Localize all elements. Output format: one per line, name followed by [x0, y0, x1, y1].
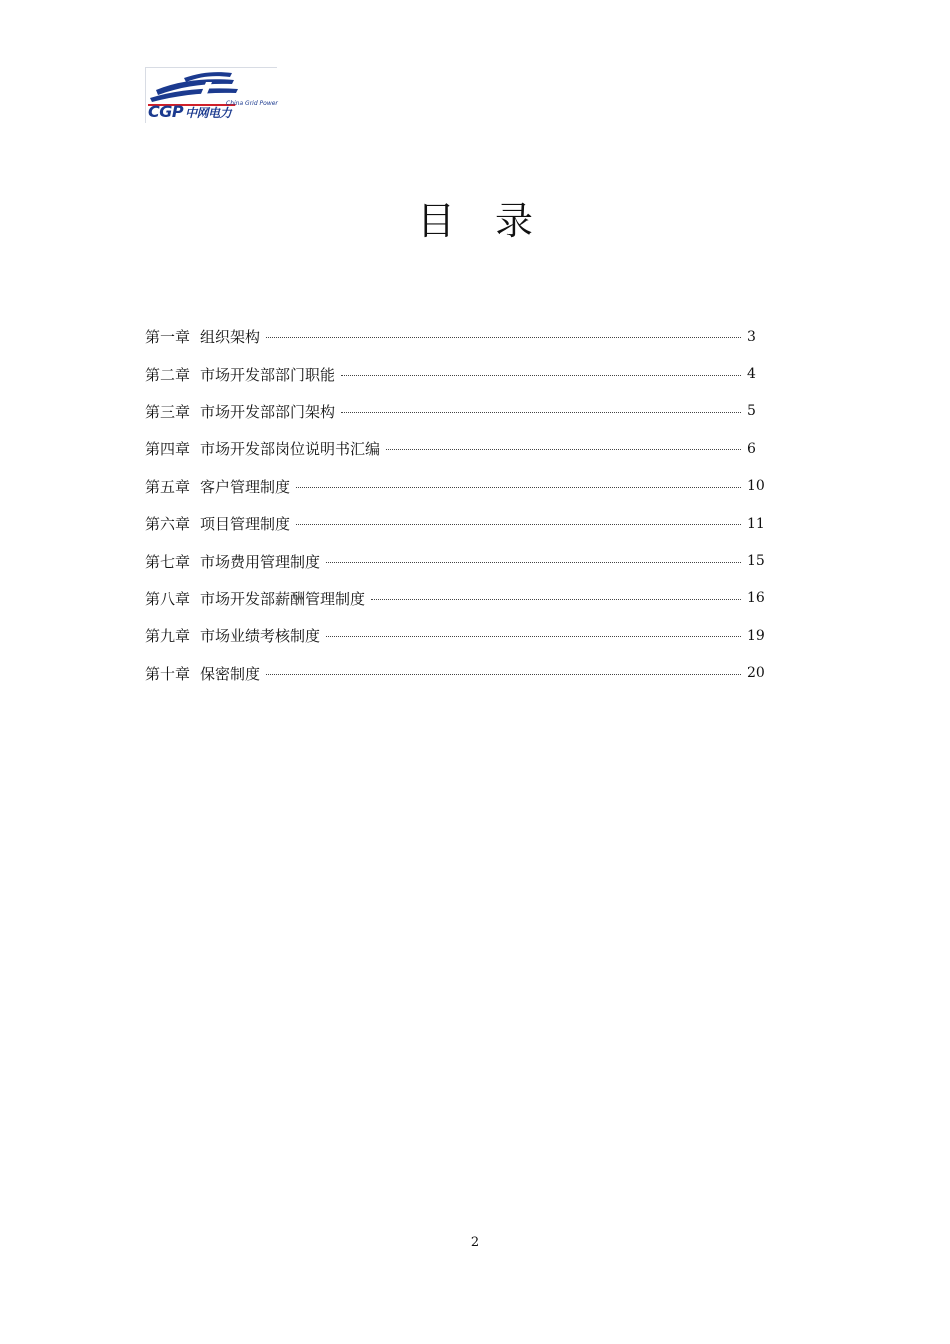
toc-entry[interactable]: [145, 430, 765, 467]
toc-page-number: 10: [747, 478, 765, 495]
toc-chapter-title: 市场开发部岗位说明书汇编: [200, 440, 381, 459]
toc-dot-leader: [326, 636, 741, 637]
toc-chapter-number: 第五章: [145, 477, 191, 496]
toc-dot-leader: [296, 524, 741, 525]
toc-chapter-title: 保密制度: [200, 664, 261, 683]
toc-chapter-title: 组织架构: [200, 328, 261, 347]
toc-entry[interactable]: [145, 655, 765, 692]
toc-page-number: 15: [747, 553, 765, 570]
company-logo: [145, 67, 277, 123]
toc-chapter-number: 第七章: [145, 552, 191, 571]
logo-en-name: China Grid Power: [226, 100, 278, 107]
toc-entry[interactable]: [145, 617, 765, 654]
toc-chapter-title: 市场费用管理制度: [200, 552, 321, 571]
toc-page-number: 5: [747, 403, 756, 420]
toc-page-number: 19: [747, 627, 765, 644]
toc-chapter-title: 市场业绩考核制度: [200, 627, 321, 646]
toc-page-number: 11: [747, 515, 765, 532]
logo-cn-name: 中网电力: [185, 106, 232, 120]
logo-abbrev: CGP: [148, 102, 184, 121]
toc-chapter-title: 市场开发部部门架构: [200, 402, 336, 421]
toc-page-number: 4: [747, 366, 756, 383]
toc-chapter-title: 客户管理制度: [200, 477, 291, 496]
toc-chapter-number: 第八章: [145, 589, 191, 608]
toc-dot-leader: [266, 337, 741, 338]
toc-chapter-title: 项目管理制度: [200, 515, 291, 534]
toc-page-number: 20: [747, 665, 765, 682]
toc-chapter-number: 第一章: [145, 328, 191, 347]
toc-chapter-number: 第二章: [145, 365, 191, 384]
toc-page-number: 6: [747, 440, 756, 457]
toc-page-number: 16: [747, 590, 765, 607]
toc-dot-leader: [341, 375, 741, 376]
toc-chapter-title: 市场开发部薪酬管理制度: [200, 589, 366, 608]
toc-dot-leader: [296, 487, 741, 488]
toc-chapter-number: 第六章: [145, 515, 191, 534]
toc-entry[interactable]: [145, 393, 765, 430]
table-of-contents: [145, 318, 765, 692]
toc-chapter-title: 市场开发部部门职能: [200, 365, 336, 384]
toc-page-number: 3: [747, 328, 756, 345]
toc-entry[interactable]: [145, 468, 765, 505]
toc-entry[interactable]: [145, 318, 765, 355]
toc-entry[interactable]: [145, 580, 765, 617]
toc-dot-leader: [386, 449, 741, 450]
toc-chapter-number: 第四章: [145, 440, 191, 459]
toc-entry[interactable]: [145, 505, 765, 542]
page-title: 目录: [416, 199, 573, 243]
logo-text: [148, 102, 231, 121]
toc-entry[interactable]: [145, 542, 765, 579]
toc-dot-leader: [326, 562, 741, 563]
toc-dot-leader: [341, 412, 741, 413]
toc-entry[interactable]: [145, 355, 765, 392]
page-number: 2: [470, 1235, 480, 1250]
toc-chapter-number: 第三章: [145, 402, 191, 421]
toc-dot-leader: [371, 599, 741, 600]
toc-chapter-number: 第九章: [145, 627, 191, 646]
toc-dot-leader: [266, 674, 741, 675]
toc-chapter-number: 第十章: [145, 664, 191, 683]
